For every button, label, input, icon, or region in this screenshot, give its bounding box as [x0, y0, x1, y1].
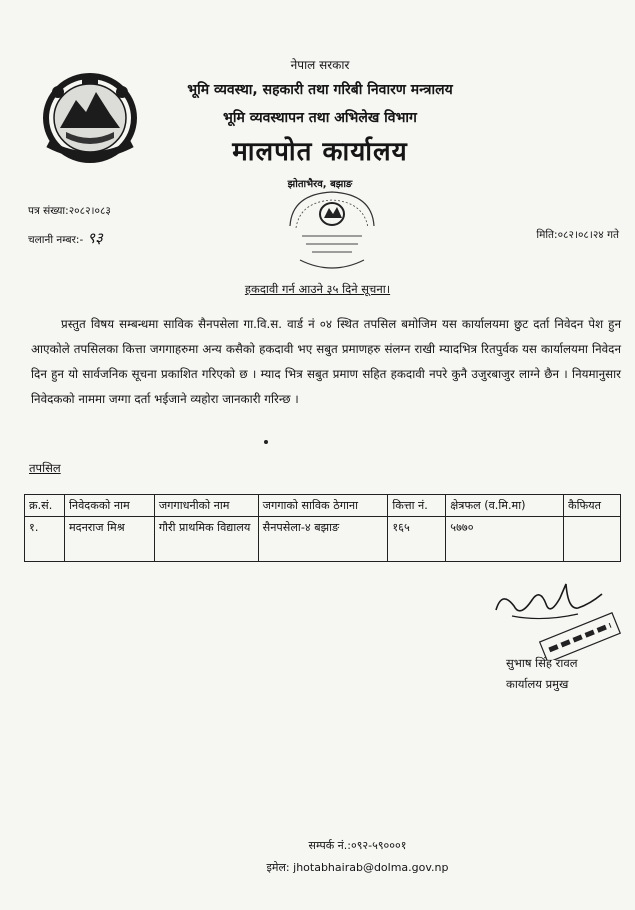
nepal-emblem-icon — [38, 66, 142, 166]
table-cell: सैनपसेला-४ बझाङ — [258, 517, 388, 562]
ministry-name: भूमि व्यवस्था, सहकारी तथा गरिबी निवारण मन्त्रालय — [187, 82, 453, 98]
details-table — [24, 494, 621, 562]
letter-number-value: २०८२।०८३ — [68, 205, 111, 217]
notice-body — [31, 312, 621, 412]
dispatch-number-value: ९३ — [87, 229, 103, 247]
details-heading: तपसिल — [29, 461, 61, 475]
signatory-title: कार्यालय प्रमुख — [506, 677, 569, 691]
table-cell: ५७७० — [446, 517, 564, 562]
date: मिति:०८२।०८।२४ गते — [536, 229, 619, 241]
column-header: कैफियत — [564, 495, 621, 517]
notice-body-text: प्रस्तुत विषय सम्बन्धमा साविक सैनपसेला गा.वि.स. वार्ड नं ०४ स्थित तपसिल बमोजिम यस कार्यालयमा छुट दर्ता निवेदन पेश हुन आएकोले तपसिलका कित्ता जगगाहरुमा अन्य कसैको हकदावी भए सबुत प्रमाणहरु संलग्न राखी म्यादभित्र रितपुर्वक यस कार्यालयमा निवेदन दिन हुन यो सार्वजनिक सूचना प्रकाशित गरिएको छ । म्याद भित्र सबुत प्रमाण सहित हकदावी नपरे कुनै उजुरबाजुर लाग्ने छैन । नियमानुसार निवेदकको नाममा जग्गा दर्ता भईजाने व्यहोरा जानकारी गरिन्छ । — [31, 317, 621, 406]
table-cell: १. — [25, 517, 65, 562]
column-header: निवेदकको नाम — [64, 495, 154, 517]
letter-number — [28, 204, 111, 218]
table-cell — [564, 517, 621, 562]
government-name: नेपाल सरकार — [290, 58, 350, 72]
column-header: जगगाधनीको नाम — [154, 495, 258, 517]
table-cell: १६५ — [388, 517, 446, 562]
department-name: भूमि व्यवस्थापन तथा अभिलेख विभाग — [223, 110, 417, 126]
office-name: मालपोत कार्यालय — [232, 137, 408, 167]
column-header: जगगाको साविक ठेगाना — [258, 495, 388, 517]
table-cell: गौरी प्राथमिक विद्यालय — [154, 517, 258, 562]
contact-email: इमेल: jhotabhairab@dolma.gov.np — [266, 861, 449, 874]
letter-number-label: पत्र संख्या: — [28, 205, 69, 217]
dispatch-number-label: चलानी नम्बर:- — [28, 234, 84, 246]
table-cell: मदनराज मिश्र — [64, 517, 154, 562]
table-row — [25, 517, 621, 562]
office-stamp-icon — [282, 186, 382, 276]
signatory-name: सुभाष सिंह रावल — [506, 656, 578, 670]
office-location: झोताभैरव, बझाङ — [287, 179, 353, 190]
column-header: कित्ता नं. — [388, 495, 446, 517]
signature-and-stamp-icon — [482, 570, 622, 660]
column-header: क्षेत्रफल (व.मि.मा) — [446, 495, 564, 517]
notice-subject: हकदावी गर्न आउने ३५ दिने सूचना। — [244, 282, 391, 296]
column-header: क्र.सं. — [25, 495, 65, 517]
contact-phone: सम्पर्क नं.:०९२-५९०००१ — [308, 839, 407, 852]
ink-dot — [264, 440, 268, 444]
dispatch-number — [28, 228, 103, 248]
table-header-row — [25, 495, 621, 517]
